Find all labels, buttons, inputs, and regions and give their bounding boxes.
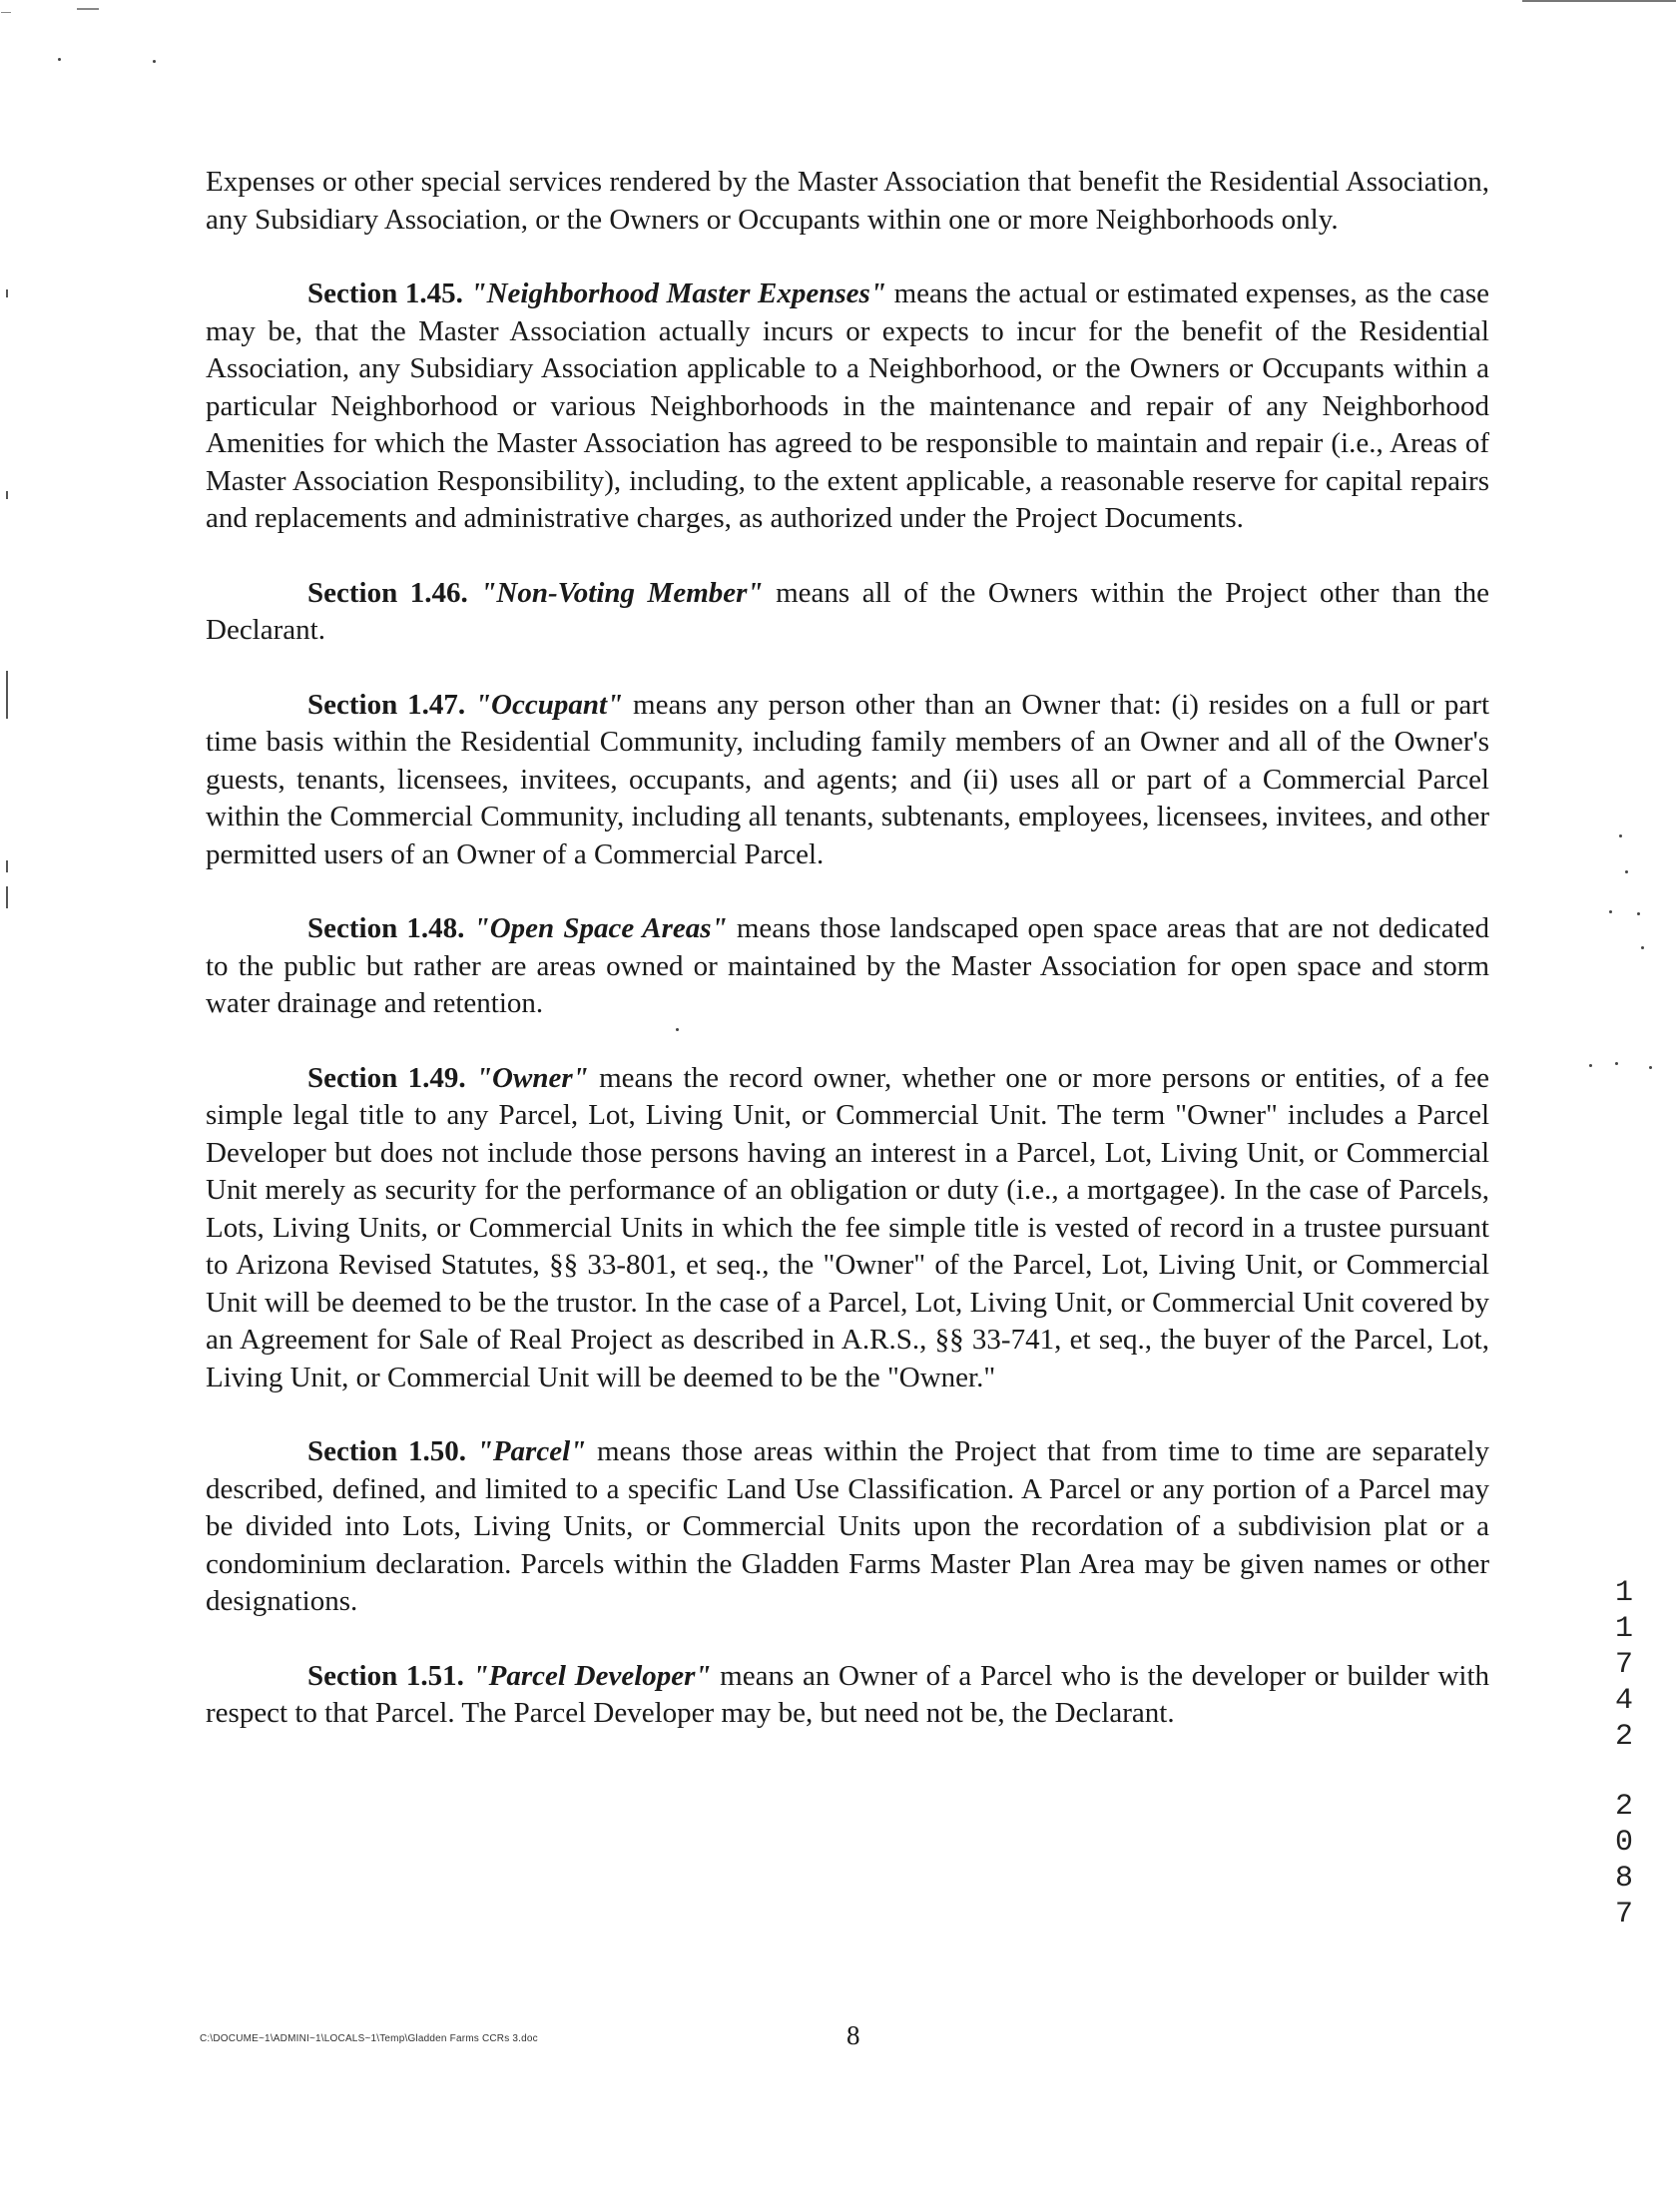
defined-term: "Owner" [475, 1061, 589, 1094]
defined-term: "Open Space Areas" [473, 912, 728, 944]
intro-paragraph: Expenses or other special services rendered by the Master Association that benefit the Residential Association, any Subsidiary Association, or the Owners or Occupants within one or more Neighborhoods only. [206, 166, 1489, 236]
section-body: means the actual or estimated expenses, as the case may be, that the Master Association actually incurs or expects to incur for the benefit of the Residential Association, any Subsidiary Association applicable to a Neighborhood, or the Owners or Occupants within a particular Neighborhood or various Neighborhoods in the maintenance and repair of any Neighborhood Amenities for which the Master Association has agreed to be responsible to maintain and repair (i.e., Areas of Master Association Responsibility), including, to the extent applicable, a reasonable reserve for capital repairs and replacements and administrative charges, as authorized under the Project Documents. [206, 277, 1490, 534]
defined-term: "Neighborhood Master Expenses" [470, 277, 886, 309]
section-label: Section 1.48. [307, 912, 465, 944]
section-body: means any person other than an Owner that: (i) resides on a full or part time basis within the Residential Community, including family members of an Owner and all of the Owner's guests, tenants, licensees, invitees, occupants, and agents; and (ii) uses all or part of a Commercial Parcel within the Commercial Community, including all tenants, subtenants, employees, licensees, invitees, and other permitted users of an Owner of a Commercial Parcel. [206, 688, 1490, 870]
section-label: Section 1.51. [307, 1659, 464, 1692]
scan-mark [77, 8, 99, 10]
section-1-51 [206, 1658, 1489, 1733]
section-body: means those areas within the Project that from time to time are separately described, defined, and limited to a specific Land Use Classification. A Parcel or any portion of a Parcel may be divided into Lots, Living Units, or Commercial Units upon the recordation of a subdivision plat or a condominium declaration. Parcels within the Gladden Farms Master Plan Area may be given names or other designations. [206, 1435, 1490, 1617]
section-1-46 [206, 575, 1489, 650]
scan-mark [6, 289, 8, 297]
section-1-45 [206, 276, 1489, 538]
document-body [206, 164, 1489, 1733]
section-body: means all of the Owners within the Project other than the Declarant. [206, 576, 1489, 646]
section-label: Section 1.50. [307, 1435, 466, 1467]
section-label: Section 1.49. [307, 1061, 466, 1094]
scan-mark [1, 12, 11, 13]
scan-speck [1637, 912, 1640, 915]
section-label: Section 1.46. [307, 576, 468, 609]
section-body: means an Owner of a Parcel who is the developer or builder with respect to that Parcel. The Parcel Developer may be, but need not be, the Declarant. [206, 1659, 1489, 1729]
section-label: Section 1.45. [307, 277, 463, 309]
recording-stamp-number [1609, 1575, 1639, 1933]
page-number: 8 [846, 2020, 860, 2050]
scan-speck [1619, 834, 1622, 837]
section-body: means those landscaped open space areas that are not dedicated to the public but rather are areas owned or maintained by the Master Association for open space and storm water drainage and retention. [206, 912, 1489, 1019]
section-1-50 [206, 1433, 1489, 1621]
scan-speck [1589, 1064, 1592, 1067]
section-body: means the record owner, whether one or more persons or entities, of a fee simple legal title to any Parcel, Lot, Living Unit, or Commercial Unit. The term "Owner" includes a Parcel Developer but does not include those persons having an interest in a Parcel, Lot, Living Unit, or Commercial Unit merely as security for the performance of an obligation or duty (i.e., a mortgagee). In the case of Parcels, Lots, Living Units, or Commercial Units in which the fee simple title is vested of record in a trustee pursuant to Arizona Revised Statutes, §§ 33-801, et seq., the "Owner" of the Parcel, Lot, Living Unit, or Commercial Unit will be deemed to be the trustor. In the case of a Parcel, Lot, Living Unit, or Commercial Unit covered by an Agreement for Sale of Real Project as described in A.R.S., §§ 33-741, et seq., the buyer of the Parcel, Lot, Living Unit, or Commercial Unit will be deemed to be the "Owner." [206, 1061, 1490, 1393]
scan-mark [6, 886, 8, 908]
section-1-48 [206, 910, 1489, 1023]
section-1-49 [206, 1060, 1489, 1397]
section-label: Section 1.47. [307, 688, 466, 721]
defined-term: "Parcel Developer" [472, 1659, 712, 1692]
scan-speck [1625, 870, 1628, 873]
defined-term: "Non-Voting Member" [480, 576, 764, 609]
stamp-part-2: 2087 [1614, 1790, 1633, 1932]
footer-file-path: C:\DOCUME~1\ADMINI~1\LOCALS~1\Temp\Gladden Farms CCRs 3.doc [200, 2033, 538, 2044]
scan-edge-line [1522, 0, 1676, 2]
scan-mark [6, 491, 8, 499]
scan-speck [1609, 910, 1612, 913]
scan-speck [1615, 1062, 1618, 1065]
scan-speck [58, 58, 61, 61]
defined-term: "Parcel" [476, 1435, 587, 1467]
scan-speck [1641, 946, 1644, 949]
scan-mark [6, 860, 8, 872]
scan-mark [6, 671, 8, 719]
section-1-47 [206, 687, 1489, 874]
stamp-part-1: 11742 [1614, 1576, 1633, 1754]
scan-speck [153, 60, 156, 63]
scan-speck [1649, 1066, 1652, 1069]
defined-term: "Occupant" [474, 688, 624, 721]
